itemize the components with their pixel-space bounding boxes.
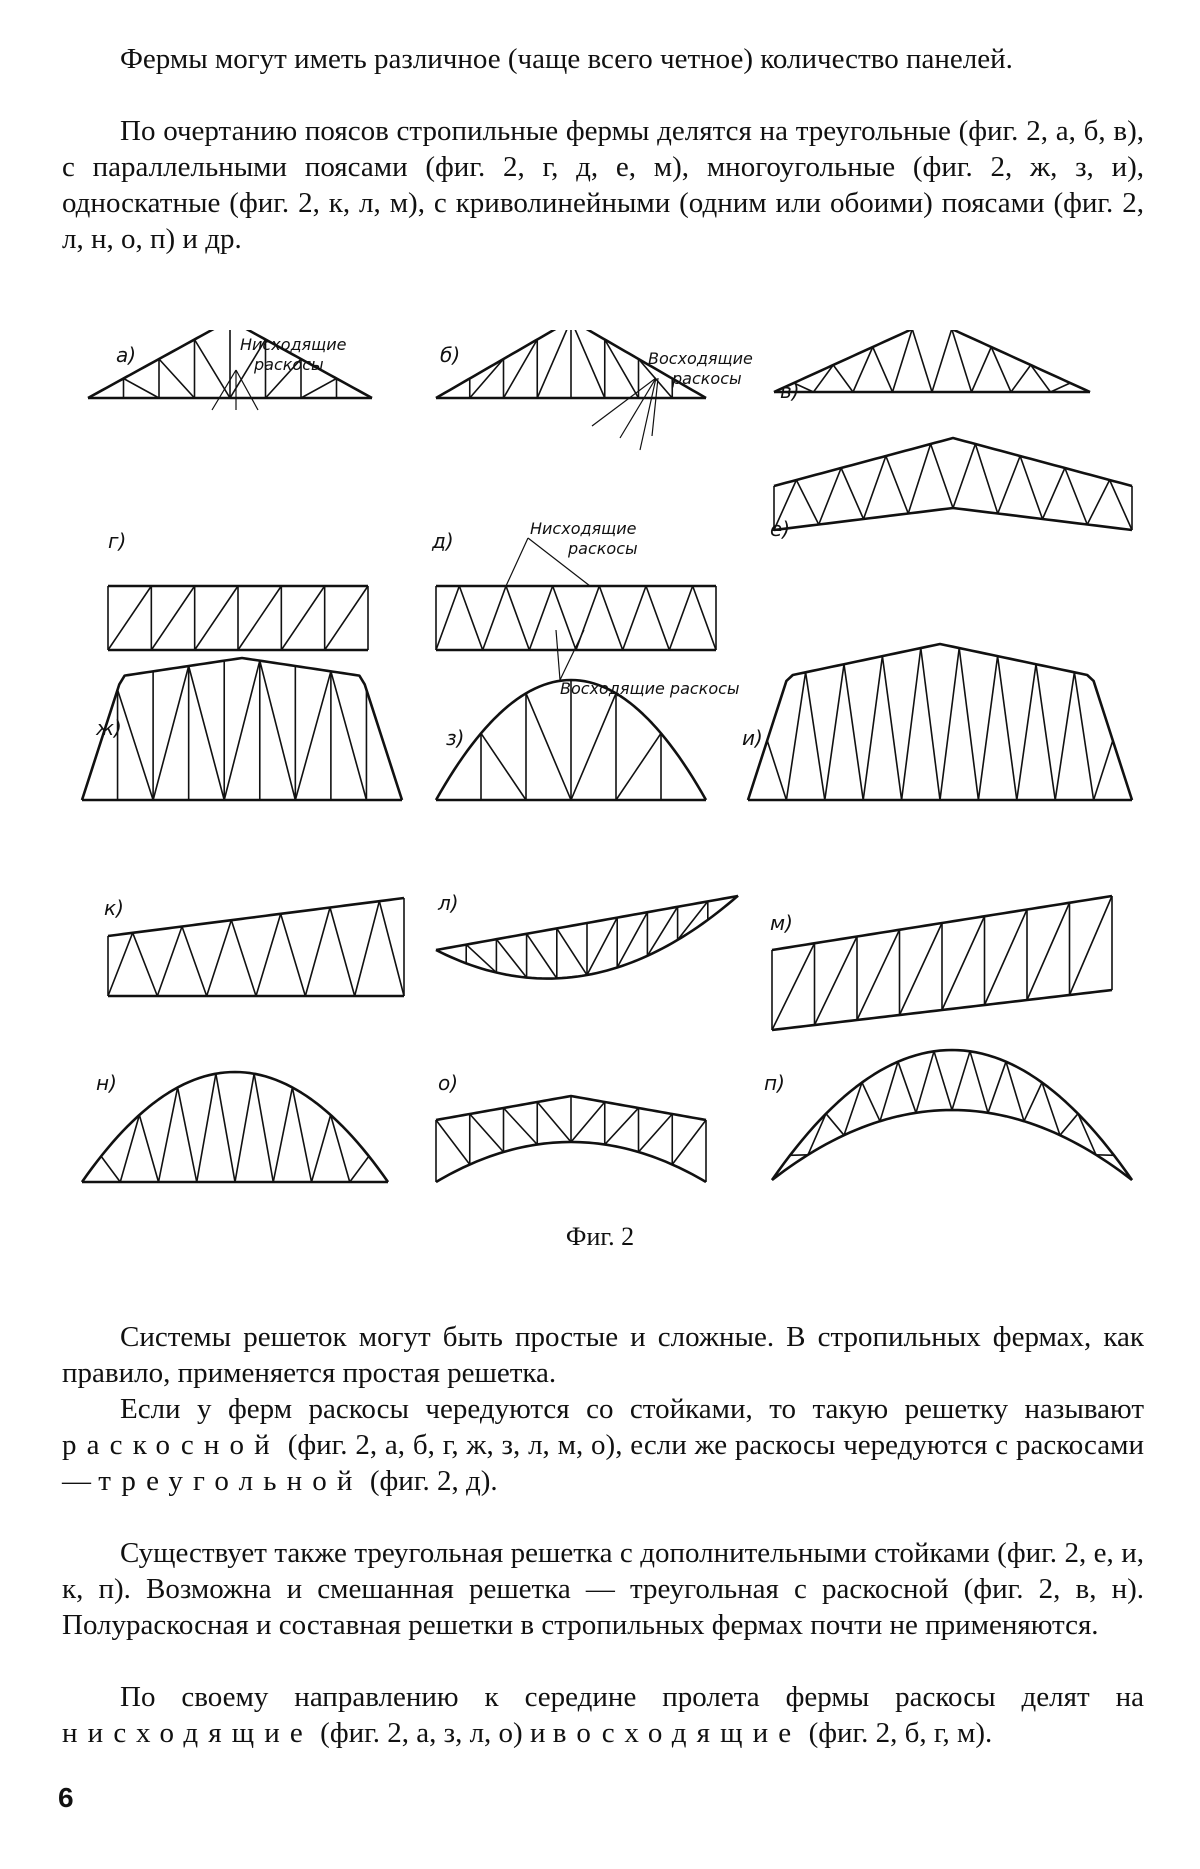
truss-zh-diagonal: [82, 690, 118, 800]
truss-k-diagonal: [256, 914, 281, 996]
truss-z-diagonal: [571, 693, 616, 800]
truss-i-diagonal: [1094, 740, 1113, 800]
truss-p-diagonal: [898, 1062, 916, 1113]
truss-k-diagonal: [231, 920, 256, 996]
truss-k-top-chord: [108, 898, 404, 936]
truss-v-diagonal: [912, 330, 932, 392]
truss-p-diagonal: [916, 1051, 934, 1113]
truss-a-diagonal: [301, 379, 337, 399]
truss-i-diagonal: [1113, 740, 1132, 800]
truss-e-bottom-chord: [774, 508, 1132, 530]
truss-m-diagonal: [942, 916, 985, 1010]
truss-o-diagonal: [537, 1102, 571, 1142]
truss-e-diagonal: [796, 480, 818, 525]
truss-d-diagonal: [506, 586, 529, 650]
truss-e-diagonal: [975, 444, 997, 514]
truss-i-diagonal: [1074, 672, 1093, 800]
truss-i-diagonal: [978, 656, 997, 800]
label-l: л): [438, 891, 459, 915]
truss-i-diagonal: [902, 648, 921, 800]
truss-e-diagonal: [953, 444, 975, 508]
truss-v-diagonal: [1051, 383, 1071, 392]
truss-n-diagonal: [159, 1087, 178, 1182]
truss-e-diagonal: [1087, 480, 1109, 525]
truss-i-diagonal: [844, 664, 863, 800]
truss-zh-diagonal: [260, 661, 296, 800]
label-zh: ж): [96, 716, 122, 740]
truss-o-diagonal: [639, 1114, 673, 1152]
truss-e-diagonal: [1020, 456, 1042, 519]
truss-k-diagonal: [133, 933, 158, 996]
truss-m-diagonal: [815, 937, 858, 1026]
truss-zh-diagonal: [224, 661, 260, 800]
truss-n-diagonal: [292, 1087, 311, 1182]
truss-v-diagonal: [1070, 383, 1090, 392]
truss-d-diagonal: [553, 586, 576, 650]
truss-e-diagonal: [841, 468, 863, 519]
truss-zh-diagonal: [189, 666, 225, 800]
annotation-b-2: раскосы: [672, 369, 742, 388]
truss-n-diagonal: [369, 1156, 388, 1182]
truss-k-diagonal: [355, 901, 380, 996]
truss-d-diagonal: [529, 586, 552, 650]
truss-o-diagonal: [504, 1108, 538, 1145]
truss-d-diagonal: [623, 586, 646, 650]
truss-v-top-chord: [774, 330, 1090, 392]
truss-m-diagonal: [772, 943, 815, 1030]
truss-o-diagonal: [672, 1120, 706, 1165]
truss-b-diagonal: [470, 359, 504, 398]
paragraph-4: [62, 1392, 1144, 1500]
paragraph-4-text-e: (фиг. 2, д).: [369, 1464, 498, 1497]
truss-p-diagonal: [934, 1051, 952, 1110]
truss-g-diagonal: [108, 586, 151, 650]
truss-i-diagonal: [998, 656, 1017, 800]
truss-v-diagonal: [972, 347, 992, 392]
label-e: е): [770, 517, 791, 541]
truss-n-diagonal: [216, 1074, 235, 1182]
paragraph-2: [62, 114, 1144, 258]
truss-e-diagonal: [908, 444, 930, 514]
label-a: а): [116, 343, 137, 367]
truss-n-diagonal: [101, 1156, 120, 1182]
truss-a-diagonal: [159, 359, 195, 398]
truss-p-diagonal: [790, 1155, 808, 1156]
label-z: з): [446, 726, 465, 750]
truss-v-diagonal: [873, 347, 893, 392]
truss-v-diagonal: [1011, 365, 1031, 392]
truss-d-diagonal: [483, 586, 506, 650]
truss-v-diagonal: [932, 330, 952, 392]
truss-n-diagonal: [82, 1156, 101, 1182]
paragraph-6-text-a: По своему направлению к середине пролета фермы раскосы делят на: [120, 1681, 1144, 1713]
truss-n-diagonal: [350, 1156, 369, 1182]
truss-k-diagonal: [207, 920, 232, 996]
term-raskosnoy: раскосной: [62, 1428, 280, 1461]
truss-m-diagonal: [1027, 903, 1070, 1000]
label-m: м): [770, 911, 793, 935]
page-number: 6: [58, 1782, 74, 1813]
paragraph-4-text-a: Если у ферм раскосы чередуются со стойками, то такую решетку называют: [120, 1393, 1144, 1425]
truss-p-diagonal: [1060, 1114, 1078, 1136]
truss-p-diagonal: [1024, 1083, 1042, 1122]
truss-n-diagonal: [273, 1087, 292, 1182]
truss-v-diagonal: [893, 330, 913, 392]
truss-p-diagonal: [826, 1114, 844, 1136]
truss-k-diagonal: [281, 914, 306, 996]
truss-o-diagonal: [436, 1120, 470, 1165]
truss-e-diagonal: [1110, 480, 1132, 530]
term-nishodyashchie: нисходящие: [62, 1716, 313, 1749]
truss-z-diagonal: [526, 693, 571, 800]
truss-k-diagonal: [379, 901, 404, 996]
truss-p-diagonal: [1096, 1155, 1114, 1156]
truss-z-diagonal: [481, 733, 526, 800]
truss-i-diagonal: [921, 648, 940, 800]
truss-l-diagonal: [436, 950, 466, 963]
truss-d-diagonal: [693, 586, 716, 650]
truss-a-diagonal: [124, 379, 160, 399]
paragraph-3-text: Системы решеток могут быть простые и сложные. В стропильных фермах, как правило, применяется простая решетка.: [62, 1321, 1144, 1389]
truss-n-diagonal: [178, 1087, 197, 1182]
truss-i-diagonal: [806, 672, 825, 800]
truss-i-diagonal: [882, 656, 901, 800]
truss-l-diagonal: [496, 939, 526, 977]
truss-m-diagonal: [985, 910, 1028, 1006]
truss-m-diagonal: [857, 930, 900, 1020]
label-v: в): [780, 379, 800, 403]
truss-n-diagonal: [254, 1074, 273, 1182]
truss-zh-diagonal: [295, 671, 331, 800]
truss-zh-diagonal: [331, 671, 367, 800]
paragraph-1-text: Фермы могут иметь различное (чаще всего четное) количество панелей.: [120, 43, 1013, 75]
truss-b-diagonal: [436, 379, 470, 399]
truss-v-diagonal: [952, 330, 972, 392]
truss-e-diagonal: [864, 456, 886, 519]
truss-e-diagonal: [1065, 468, 1087, 525]
truss-l-diagonal: [587, 918, 617, 975]
truss-d-diagonal: [459, 586, 482, 650]
label-n: н): [96, 1071, 117, 1095]
annotation-d-3: Восходящие раскосы: [560, 679, 740, 698]
truss-b-diagonal: [571, 330, 605, 398]
truss-k-diagonal: [108, 933, 133, 996]
truss-i-diagonal: [786, 672, 805, 800]
truss-k-diagonal: [157, 927, 182, 997]
truss-d-diagonal: [599, 586, 622, 650]
truss-g-diagonal: [238, 586, 281, 650]
paragraph-6: [62, 1680, 1144, 1752]
figure-caption: Фиг. 2: [565, 1222, 635, 1251]
truss-i-diagonal: [959, 648, 978, 800]
truss-e-diagonal: [931, 444, 953, 508]
paragraph-3: [62, 1320, 1144, 1392]
term-treugolnoy: треугольной: [98, 1464, 363, 1497]
truss-p-diagonal: [952, 1051, 970, 1110]
truss-d-diagonal: [436, 586, 459, 650]
truss-o-diagonal: [605, 1108, 639, 1145]
label-p: п): [764, 1071, 785, 1095]
truss-d-diagonal: [646, 586, 669, 650]
truss-v-diagonal: [833, 365, 853, 392]
truss-k-diagonal: [182, 927, 207, 997]
truss-k-diagonal: [305, 908, 330, 997]
paragraph-5: [62, 1536, 1144, 1644]
truss-g-diagonal: [151, 586, 194, 650]
truss-k-diagonal: [330, 908, 355, 997]
paragraph-4-text-c: (фиг. 2, а, б, г, ж, з, л, м, о), если же раскосы чередуются с раскосами —: [62, 1428, 1145, 1497]
truss-g-diagonal: [195, 586, 238, 650]
label-b: б): [440, 343, 461, 367]
truss-g-diagonal: [281, 586, 324, 650]
label-k: к): [104, 896, 124, 920]
truss-zh-diagonal: [153, 666, 189, 800]
truss-e-diagonal: [886, 456, 908, 514]
truss-zh-diagonal: [118, 690, 154, 800]
annotation-d-2: раскосы: [568, 539, 638, 558]
truss-l-diagonal: [527, 934, 557, 979]
truss-m-diagonal: [1070, 896, 1113, 995]
truss-o-diagonal: [470, 1114, 504, 1152]
term-voskhodyashchie: восходящие: [552, 1716, 802, 1749]
label-i: и): [742, 726, 763, 750]
paragraph-5-text: Существует также треугольная решетка с дополнительными стойками (фиг. 2, е, и, к, п). Возможна и смешанная решетка — треугольная с раскосной (фиг. 2, в, н). Полураскосная и составная решетки в стропильных фермах почти не применяются.: [62, 1537, 1144, 1641]
truss-e-top-chord: [774, 438, 1132, 486]
paragraph-6-text-e: (фиг. 2, б, г, м).: [808, 1716, 993, 1749]
truss-e-diagonal: [819, 468, 841, 525]
truss-o-diagonal: [571, 1102, 605, 1142]
truss-p-diagonal: [970, 1051, 988, 1113]
truss-e-diagonal: [998, 456, 1020, 514]
truss-i-diagonal: [767, 740, 786, 800]
truss-g-diagonal: [325, 586, 368, 650]
paragraph-1: [62, 42, 1144, 78]
truss-i-diagonal: [1055, 672, 1074, 800]
truss-d-diagonal: [669, 586, 692, 650]
truss-p-diagonal: [862, 1083, 880, 1122]
truss-n-diagonal: [312, 1115, 331, 1182]
truss-o-bottom-chord: [436, 1142, 706, 1182]
truss-i-top-chord: [748, 644, 1132, 800]
truss-b-diagonal: [537, 330, 571, 398]
truss-n-diagonal: [235, 1074, 254, 1182]
truss-n-top-chord: [82, 1072, 388, 1182]
paragraph-2-text: По очертанию поясов стропильные фермы делятся на треугольные (фиг. 2, а, б, в), с параллельными поясами (фиг. 2, г, д, е, м), многоугольные (фиг. 2, ж, з, и), односкатные (фиг. 2, к, л, м), с криволинейными (одним или обоими) поясами (фиг. 2, л, н, о, п) и др.: [62, 115, 1144, 255]
truss-p-bottom-chord: [772, 1110, 1132, 1180]
label-d: д): [432, 529, 454, 553]
truss-p-diagonal: [988, 1062, 1006, 1113]
truss-i-diagonal: [1017, 664, 1036, 800]
truss-l-diagonal: [557, 928, 587, 975]
truss-e-diagonal: [1043, 468, 1065, 519]
paragraph-6-text-c: (фиг. 2, а, з, л, о) и: [320, 1716, 546, 1749]
label-o: о): [438, 1071, 459, 1095]
truss-i-diagonal: [940, 648, 959, 800]
annotation-a-2: раскосы: [254, 355, 324, 374]
truss-i-diagonal: [825, 664, 844, 800]
truss-figure: [0, 330, 1200, 1215]
label-g: г): [108, 529, 127, 553]
truss-n-diagonal: [197, 1074, 216, 1182]
truss-i-diagonal: [1036, 664, 1055, 800]
annotation-a-1: Нисходящие: [240, 335, 347, 354]
annotation-b-1: Восходящие: [648, 349, 753, 368]
truss-z-diagonal: [616, 733, 661, 800]
truss-n-diagonal: [139, 1115, 158, 1182]
truss-i-diagonal: [863, 656, 882, 800]
truss-m-diagonal: [900, 923, 943, 1015]
annotation-d-1: Нисходящие: [530, 519, 637, 538]
